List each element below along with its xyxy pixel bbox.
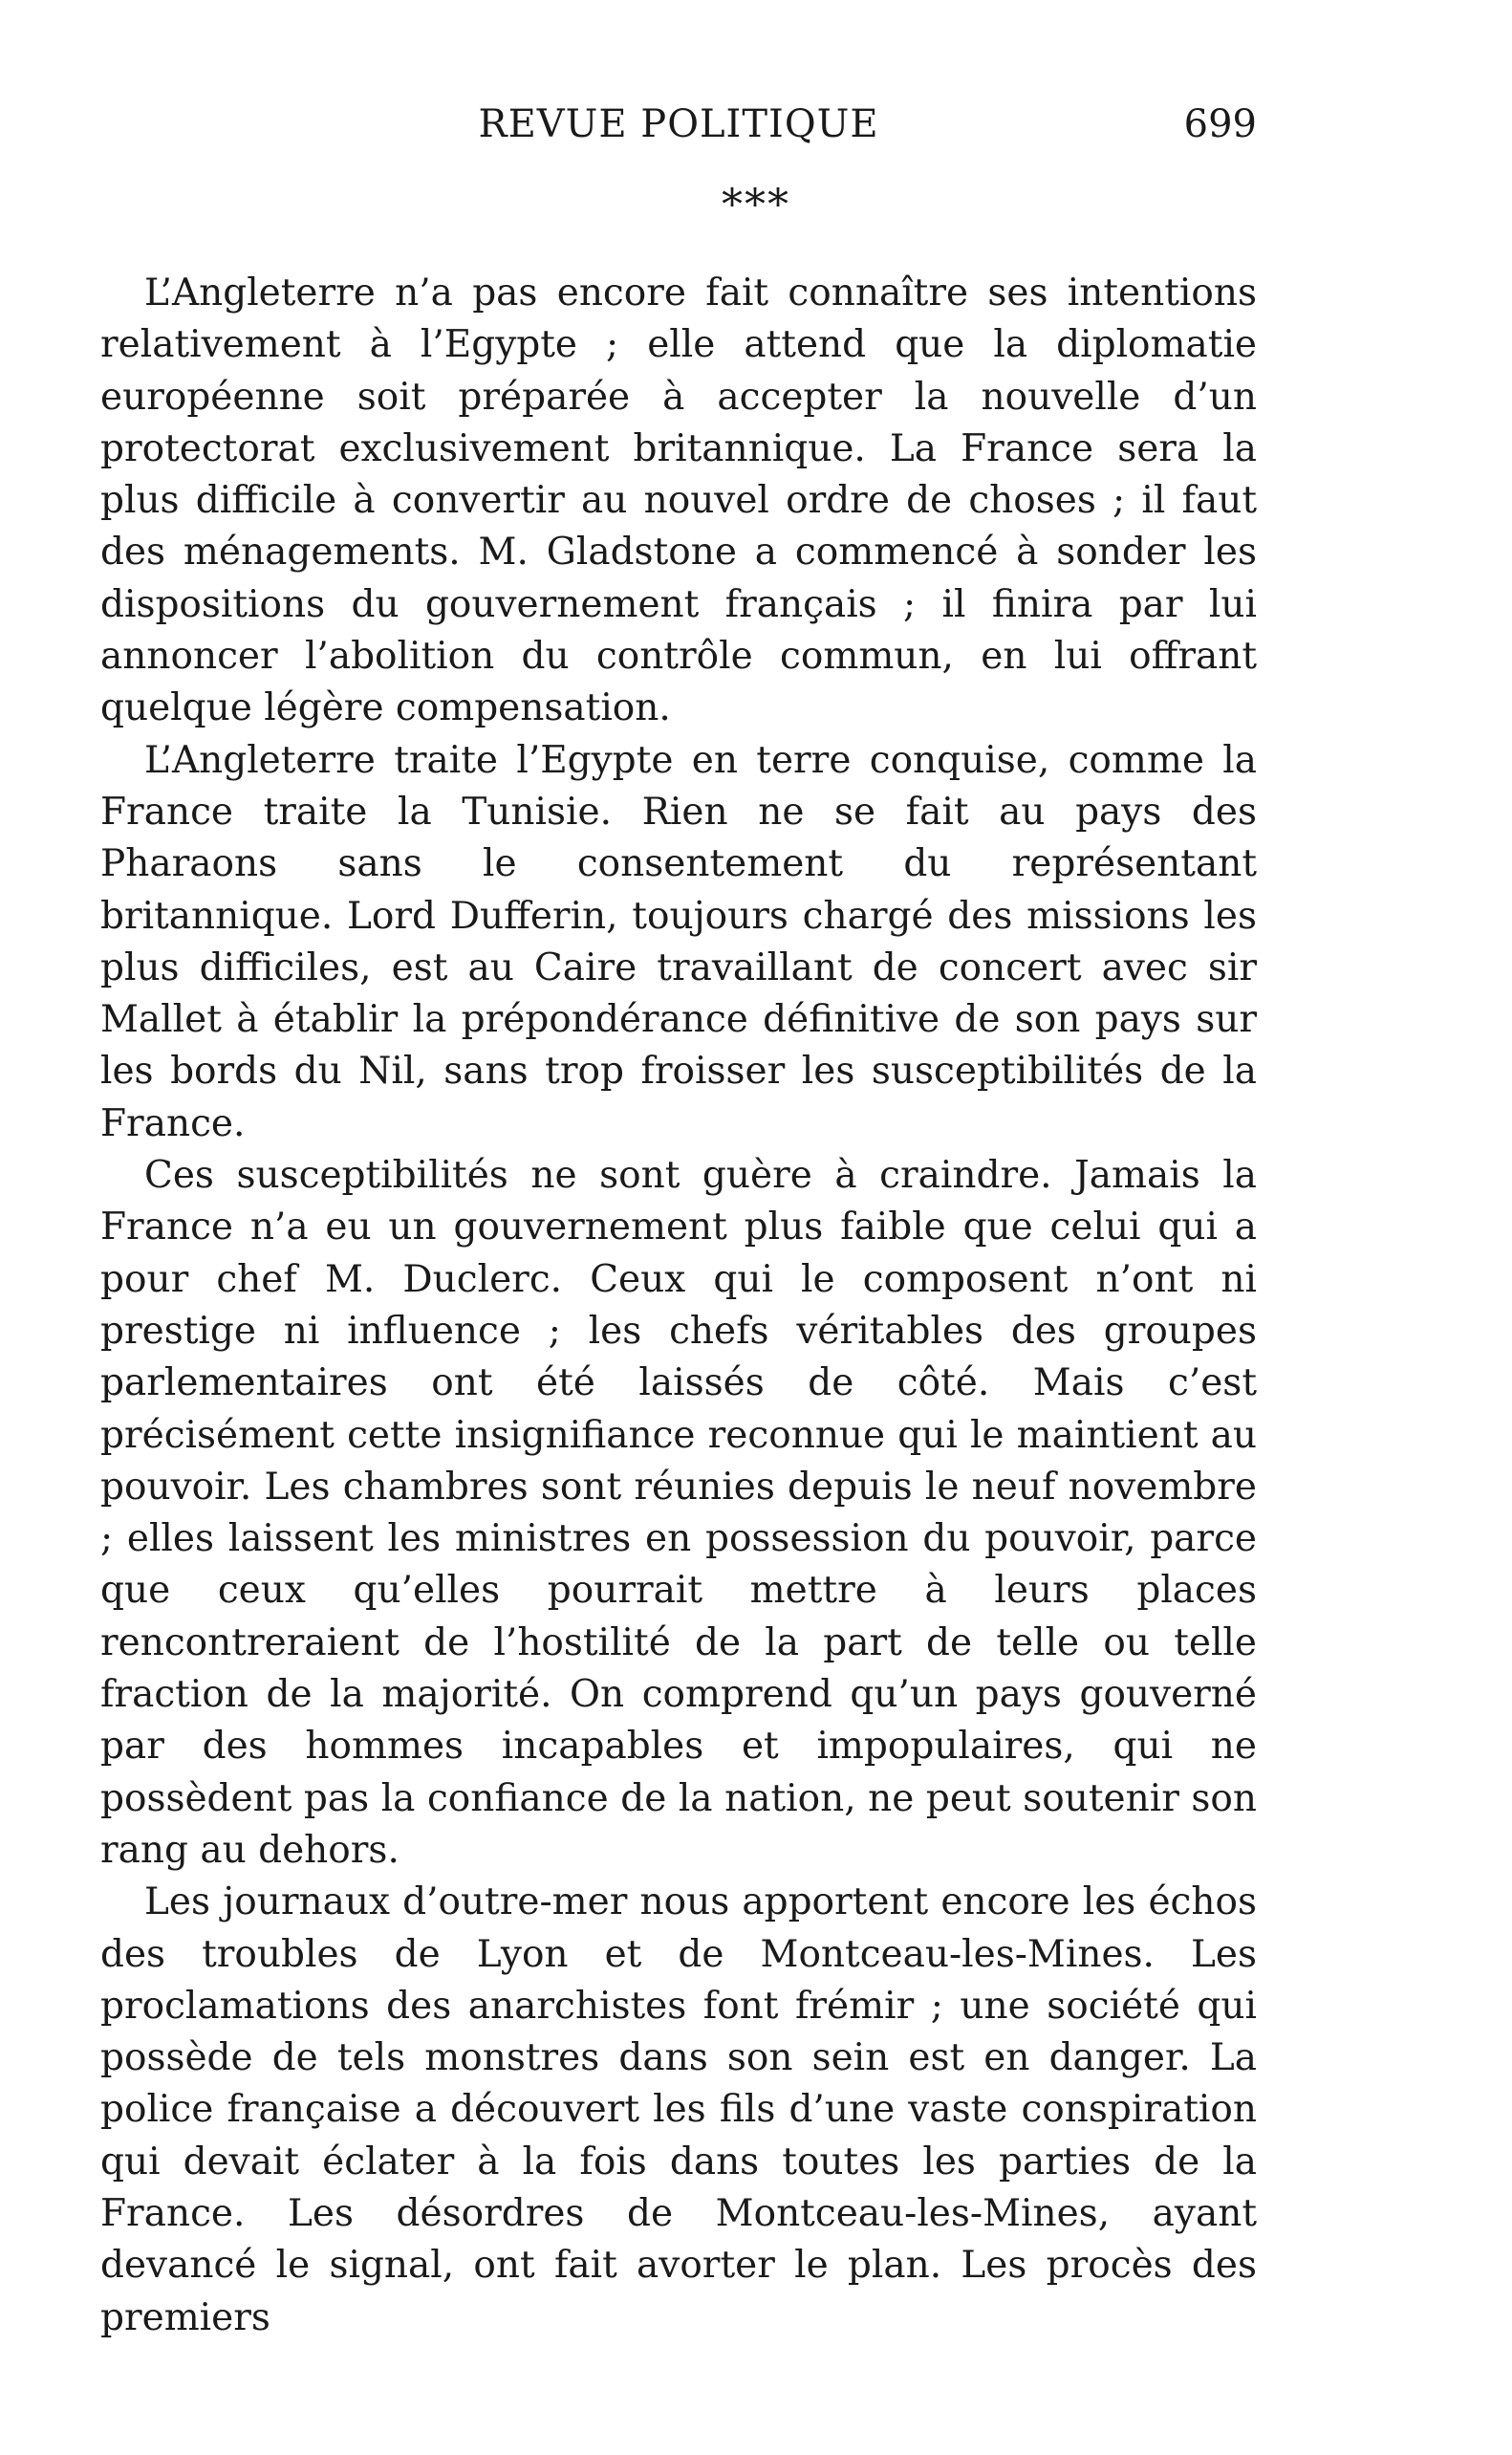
page-number: 699 <box>1183 102 1257 146</box>
running-head <box>100 96 1257 153</box>
section-separator: *** <box>722 181 790 229</box>
running-title: REVUE POLITIQUE <box>478 102 879 146</box>
paragraph-3: Ces susceptibilités ne sont guère à craindre. Jamais la France n’a eu un gouvernement plus faible que celui qui a pour chef M. Duclerc. Ceux qui le composent n’ont ni prestige ni influence ; les chefs véritables des groupes parlementaires ont été laissés de côté. Mais c’est précisément cette insignifiance reconnue qui le maintient au pouvoir. Les chambres sont réunies depuis le neuf novembre ; elles laissent les ministres en possession du pouvoir, parce que ceux qu’elles pourrait mettre à leurs places rencontreraient de l’hostilité de la part de telle ou telle fraction de la majorité. On comprend qu’un pays gouverné par des hommes incapables et impopulaires, qui ne possèdent pas la confiance de la nation, ne peut soutenir son rang au dehors. <box>100 1154 1257 1872</box>
paragraph-4: Les journaux d’outre-mer nous apportent encore les échos des troubles de Lyon et de Montceau-les-Mines. Les proclamations des anarchistes font frémir ; une société qui possède de tels monstres dans son sein est en danger. La police française a découvert les fils d’une vaste conspiration qui devait éclater à la fois dans toutes les parties de la France. Les désordres de Montceau-les-Mines, ayant devancé le signal, ont fait avorter le plan. Les procès des premiers <box>100 1880 1257 2339</box>
paragraph-2: L’Angleterre traite l’Egypte en terre conquise, comme la France traite la Tunisie. Rien ne se fait au pays des Pharaons sans le consentement du représentant britannique. Lord Dufferin, toujours chargé des missions les plus difficiles, est au Caire travaillant de concert avec sir Mallet à établir la prépondérance définitive de son pays sur les bords du Nil, sans trop froisser les susceptibilités de la France. <box>100 738 1257 1145</box>
body-text <box>100 268 1257 2344</box>
paragraph-1: L’Angleterre n’a pas encore fait connaître ses intentions relativement à l’Egypte ; elle attend que la diplomatie européenne soit préparée à accepter la nouvelle d’un protectorat exclusivement britannique. La France sera la plus difficile à convertir au nouvel ordre de choses ; il faut des ménagements. M. Gladstone a commencé à sonder les dispositions du gouvernement français ; il finira par lui annoncer l’abolition du contrôle commun, en lui offrant quelque légère compensation. <box>100 272 1257 730</box>
